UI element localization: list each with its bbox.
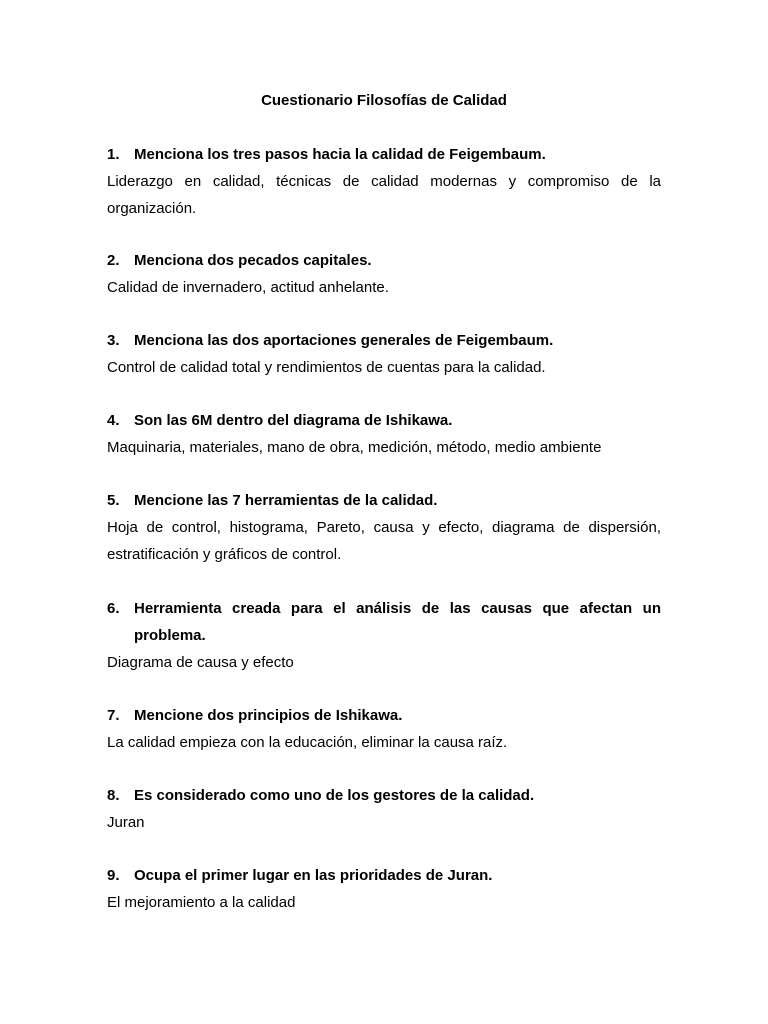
question-number: 3. (107, 332, 120, 349)
question-number: 9. (107, 867, 120, 884)
question-7 (107, 702, 661, 729)
answer-6: Diagrama de causa y efecto (107, 654, 294, 671)
answer-3: Control de calidad total y rendimientos de cuentas para la calidad. (107, 359, 546, 376)
question-3 (107, 327, 661, 354)
question-2 (107, 247, 661, 274)
question-5 (107, 487, 661, 514)
answer-7: La calidad empieza con la educación, eliminar la causa raíz. (107, 734, 508, 751)
answer-1: Liderazgo en calidad, técnicas de calidad modernas y compromiso de la organización. (107, 173, 661, 217)
question-text: Son las 6M dentro del diagrama de Ishikawa. (134, 412, 453, 429)
question-block-9 (107, 862, 661, 916)
question-block-6 (107, 595, 661, 676)
question-number: 4. (107, 412, 120, 429)
question-6 (107, 595, 661, 649)
answer-2: Calidad de invernadero, actitud anhelante. (107, 279, 389, 296)
question-number: 2. (107, 252, 120, 269)
answer-8: Juran (107, 814, 145, 831)
answer-4: Maquinaria, materiales, mano de obra, medición, método, medio ambiente (107, 439, 602, 456)
question-block-3 (107, 327, 661, 381)
document-title: Cuestionario Filosofías de Calidad (261, 92, 507, 109)
question-block-4 (107, 407, 661, 461)
question-block-8 (107, 782, 661, 836)
question-text: Mencione las 7 herramientas de la calidad. (134, 492, 438, 509)
question-4 (107, 407, 661, 434)
question-text: Es considerado como uno de los gestores de la calidad. (134, 787, 535, 804)
question-block-1 (107, 141, 661, 222)
question-block-2 (107, 247, 661, 301)
question-text: Ocupa el primer lugar en las prioridades de Juran. (134, 867, 493, 884)
question-text: Menciona las dos aportaciones generales de Feigembaum. (134, 332, 554, 349)
question-block-7 (107, 702, 661, 756)
question-1 (107, 141, 661, 168)
question-number: 5. (107, 492, 120, 509)
question-number: 7. (107, 707, 120, 724)
question-9 (107, 862, 661, 889)
question-text: Herramienta creada para el análisis de las causas que afectan un problema. (134, 600, 661, 644)
answer-9: El mejoramiento a la calidad (107, 894, 296, 911)
question-text: Menciona dos pecados capitales. (134, 252, 372, 269)
answer-5: Hoja de control, histograma, Pareto, causa y efecto, diagrama de dispersión, estratificación y gráficos de control. (107, 519, 661, 563)
question-block-5 (107, 487, 661, 568)
question-text: Menciona los tres pasos hacia la calidad de Feigembaum. (134, 146, 546, 163)
question-number: 8. (107, 787, 120, 804)
question-8 (107, 782, 661, 809)
question-number: 6. (107, 600, 120, 617)
question-text: Mencione dos principios de Ishikawa. (134, 707, 403, 724)
question-number: 1. (107, 146, 120, 163)
